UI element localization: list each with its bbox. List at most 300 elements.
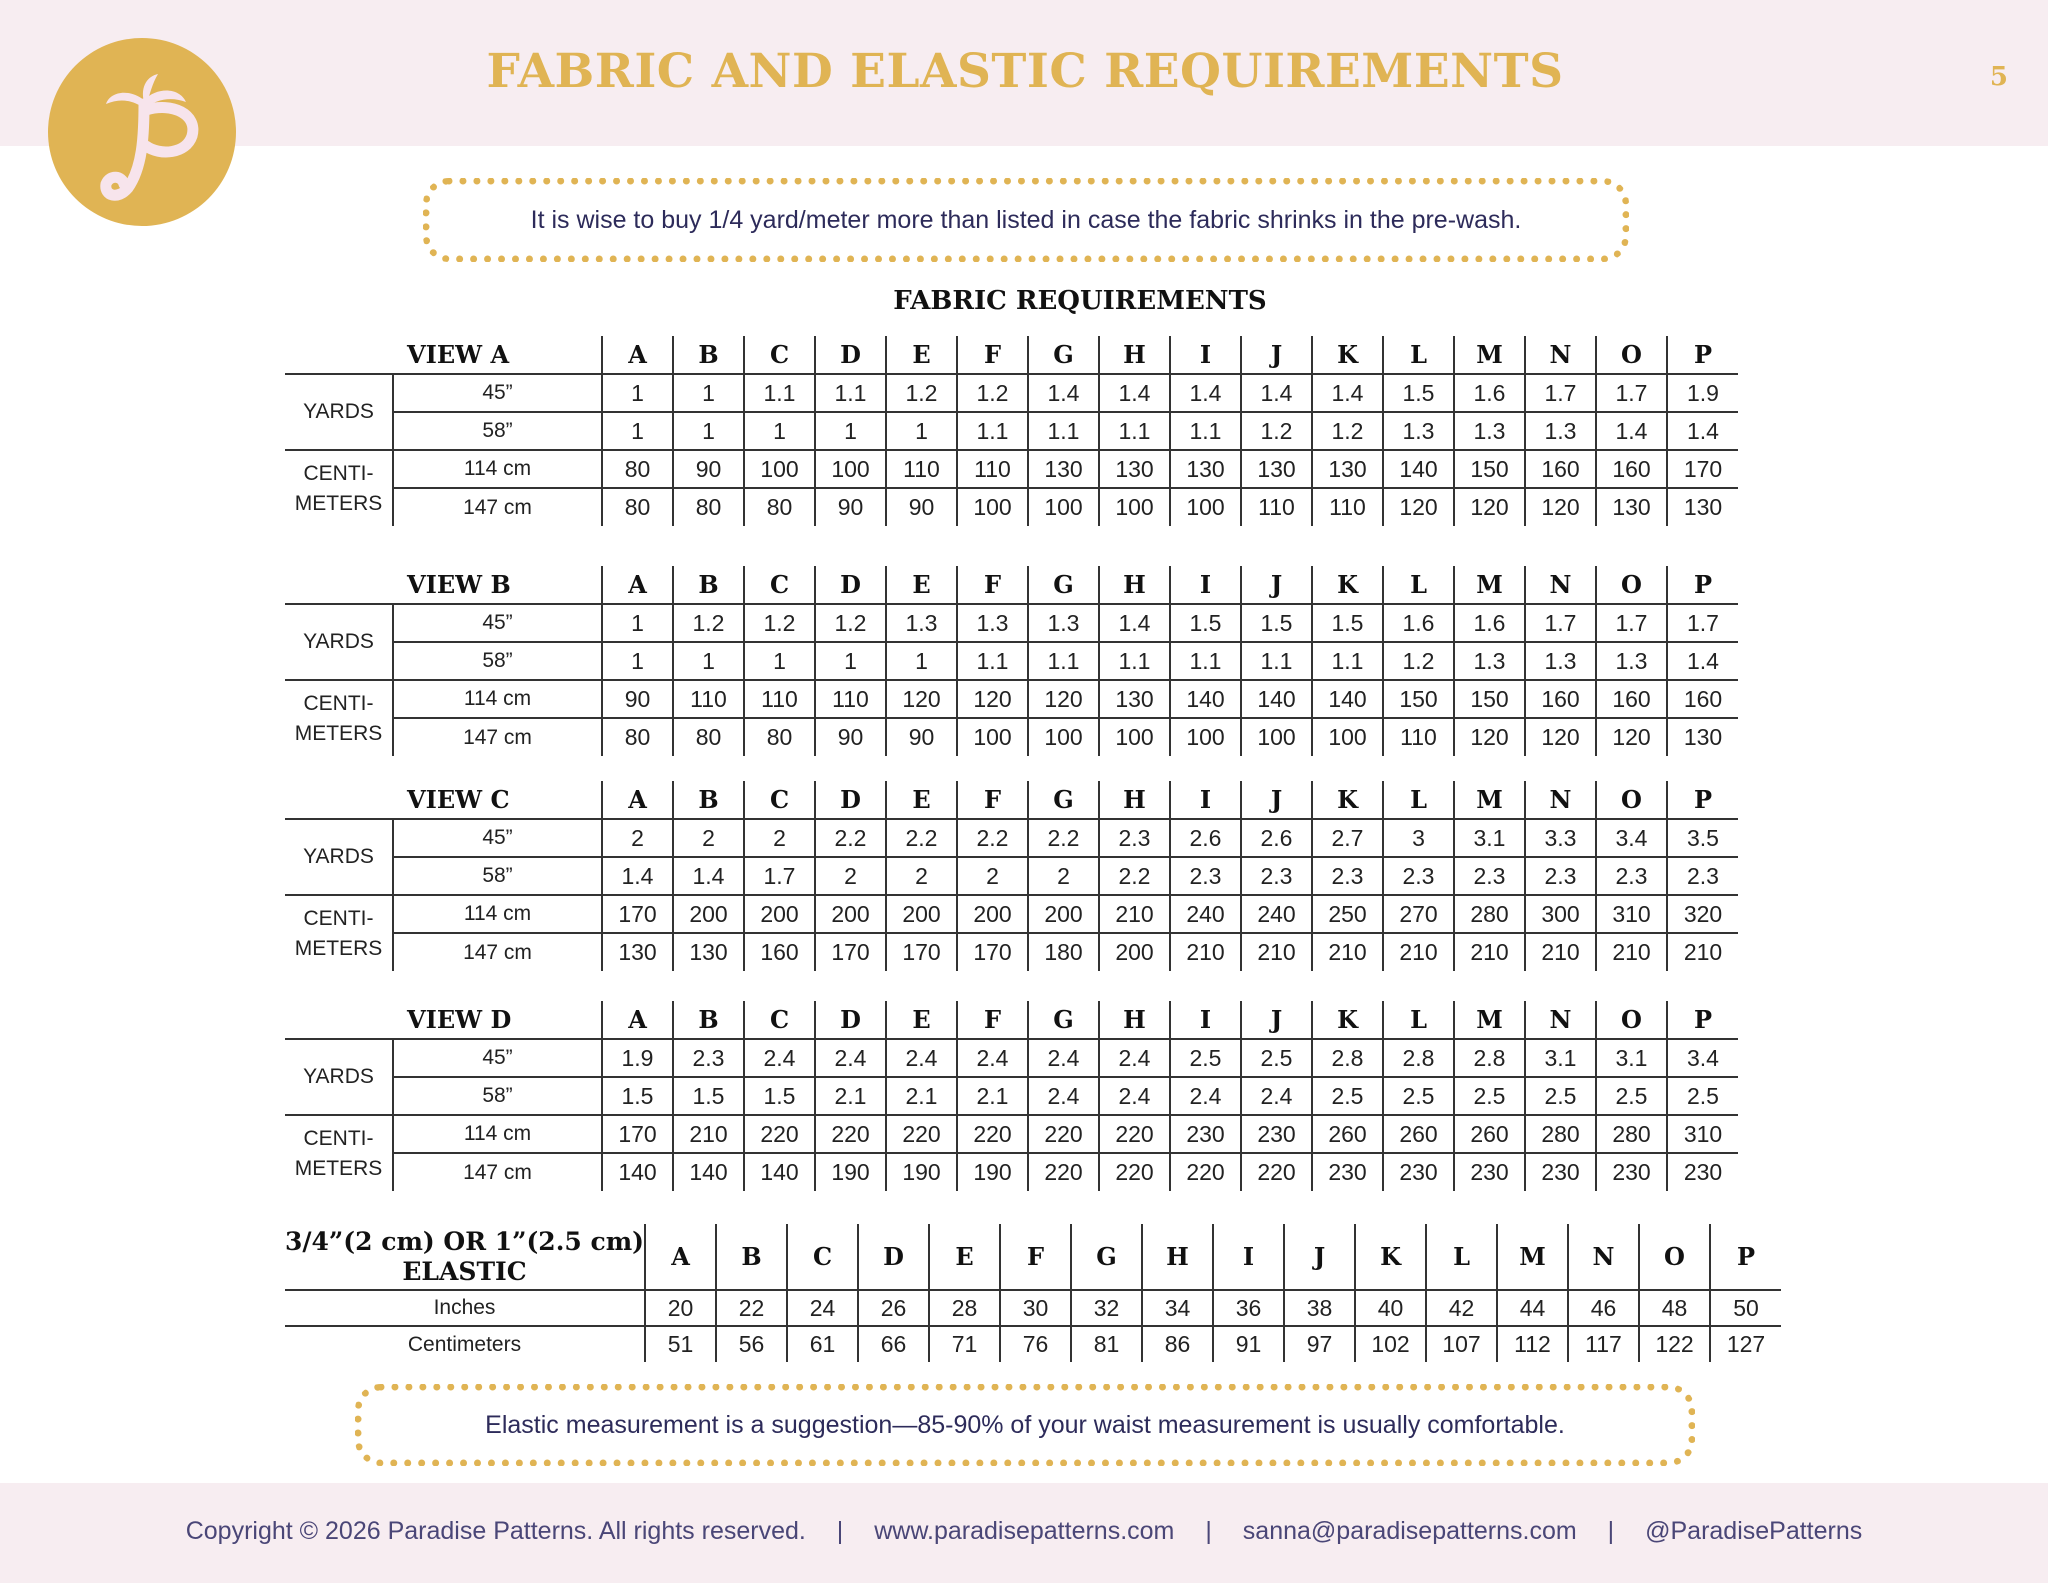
size-header: N (1525, 336, 1596, 374)
size-header: P (1667, 781, 1738, 819)
fabric-value-cell: 100 (957, 488, 1028, 526)
fabric-value-cell: 1.6 (1383, 604, 1454, 642)
size-header: H (1099, 566, 1170, 604)
size-header: M (1454, 1001, 1525, 1039)
elastic-value-cell: 112 (1497, 1326, 1568, 1362)
size-header: B (673, 781, 744, 819)
size-header: O (1596, 566, 1667, 604)
fabric-value-cell: 280 (1596, 1115, 1667, 1153)
footer-website-link[interactable]: www.paradisepatterns.com (874, 1517, 1175, 1545)
fabric-value-cell: 100 (1099, 488, 1170, 526)
fabric-value-cell: 200 (673, 895, 744, 933)
size-header: H (1099, 1001, 1170, 1039)
prewash-note-text: It is wise to buy 1/4 yard/meter more than listed in case the fabric shrinks in the pre-wash. (530, 205, 1522, 234)
fabric-value-cell: 2.3 (1099, 819, 1170, 857)
elastic-value-cell: 97 (1284, 1326, 1355, 1362)
elastic-value-cell: 44 (1497, 1290, 1568, 1326)
fabric-value-cell: 2.3 (1383, 857, 1454, 895)
size-header: D (858, 1224, 929, 1290)
fabric-value-cell: 130 (1596, 488, 1667, 526)
fabric-width-label: 114 cm (393, 895, 602, 933)
fabric-value-cell: 2.2 (815, 819, 886, 857)
view-label: VIEW B (285, 566, 602, 604)
fabric-value-cell: 2.5 (1596, 1077, 1667, 1115)
fabric-value-cell: 280 (1454, 895, 1525, 933)
fabric-value-cell: 1.2 (1241, 412, 1312, 450)
fabric-value-cell: 220 (1028, 1115, 1099, 1153)
group-label-centimeters (285, 895, 393, 971)
size-header: E (886, 336, 957, 374)
size-header: C (744, 781, 815, 819)
fabric-value-cell: 2 (744, 819, 815, 857)
fabric-value-cell: 1.4 (1596, 412, 1667, 450)
fabric-value-cell: 310 (1667, 1115, 1738, 1153)
size-header: O (1596, 336, 1667, 374)
fabric-value-cell: 1.2 (957, 374, 1028, 412)
fabric-value-cell: 120 (1454, 718, 1525, 756)
size-header: J (1241, 566, 1312, 604)
size-header: L (1383, 1001, 1454, 1039)
group-label-yards: YARDS (285, 604, 393, 680)
fabric-value-cell: 120 (1028, 680, 1099, 718)
fabric-width-label: 147 cm (393, 933, 602, 971)
fabric-value-cell: 230 (1170, 1115, 1241, 1153)
fabric-value-cell: 1.3 (886, 604, 957, 642)
palm-p-logo-icon (48, 38, 236, 226)
fabric-value-cell: 230 (1667, 1153, 1738, 1191)
fabric-value-cell: 1.6 (1454, 374, 1525, 412)
fabric-value-cell: 2.2 (1028, 819, 1099, 857)
fabric-value-cell: 90 (886, 488, 957, 526)
fabric-value-cell: 1.3 (1454, 412, 1525, 450)
fabric-value-cell: 1.5 (744, 1077, 815, 1115)
fabric-value-cell: 1.4 (1667, 642, 1738, 680)
fabric-value-cell: 80 (744, 718, 815, 756)
fabric-value-cell: 1.2 (886, 374, 957, 412)
elastic-header-row (285, 1224, 1781, 1290)
size-header: F (957, 781, 1028, 819)
fabric-value-cell: 1.1 (1099, 412, 1170, 450)
fabric-value-cell: 1 (815, 642, 886, 680)
fabric-value-cell: 2.2 (957, 819, 1028, 857)
fabric-value-cell: 90 (815, 488, 886, 526)
view-label: VIEW A (285, 336, 602, 374)
size-header: A (602, 1001, 673, 1039)
fabric-value-cell: 2.3 (673, 1039, 744, 1077)
fabric-value-cell: 240 (1170, 895, 1241, 933)
fabric-value-cell: 270 (1383, 895, 1454, 933)
fabric-value-cell: 1.3 (1454, 642, 1525, 680)
fabric-value-cell: 230 (1596, 1153, 1667, 1191)
fabric-value-cell: 280 (1525, 1115, 1596, 1153)
fabric-value-cell: 1.4 (1667, 412, 1738, 450)
fabric-value-cell: 210 (1596, 933, 1667, 971)
size-header: B (716, 1224, 787, 1290)
size-header: N (1525, 566, 1596, 604)
fabric-value-cell: 2.4 (957, 1039, 1028, 1077)
prewash-note (423, 178, 1629, 262)
fabric-value-cell: 130 (1099, 680, 1170, 718)
fabric-value-cell: 1.7 (1525, 374, 1596, 412)
fabric-value-cell: 210 (1241, 933, 1312, 971)
size-header: K (1312, 336, 1383, 374)
fabric-value-cell: 120 (1525, 718, 1596, 756)
fabric-value-cell: 100 (1170, 488, 1241, 526)
elastic-value-cell: 38 (1284, 1290, 1355, 1326)
fabric-value-cell: 2.1 (957, 1077, 1028, 1115)
fabric-value-cell: 80 (602, 450, 673, 488)
fabric-value-cell: 150 (1454, 680, 1525, 718)
fabric-width-label: 58” (393, 642, 602, 680)
elastic-value-cell: 24 (787, 1290, 858, 1326)
size-header: L (1426, 1224, 1497, 1290)
size-header: F (1000, 1224, 1071, 1290)
fabric-value-cell: 140 (1170, 680, 1241, 718)
fabric-value-cell: 3.4 (1667, 1039, 1738, 1077)
fabric-width-label: 147 cm (393, 488, 602, 526)
fabric-value-cell: 220 (1241, 1153, 1312, 1191)
fabric-row-y58 (285, 857, 1738, 895)
fabric-value-cell: 1.2 (815, 604, 886, 642)
size-header: M (1454, 566, 1525, 604)
fabric-value-cell: 2.8 (1312, 1039, 1383, 1077)
view-label: VIEW D (285, 1001, 602, 1039)
fabric-value-cell: 100 (1099, 718, 1170, 756)
size-header: N (1525, 781, 1596, 819)
fabric-value-cell: 1.6 (1454, 604, 1525, 642)
fabric-value-cell: 1 (886, 642, 957, 680)
size-header: M (1497, 1224, 1568, 1290)
fabric-value-cell: 260 (1383, 1115, 1454, 1153)
view-c-table (285, 781, 1738, 971)
fabric-row-y45 (285, 604, 1738, 642)
fabric-value-cell: 1.3 (1525, 412, 1596, 450)
elastic-value-cell: 32 (1071, 1290, 1142, 1326)
fabric-value-cell: 220 (1099, 1115, 1170, 1153)
size-header: E (929, 1224, 1000, 1290)
fabric-value-cell: 1.2 (744, 604, 815, 642)
fabric-value-cell: 130 (1028, 450, 1099, 488)
size-header: A (602, 566, 673, 604)
size-header: F (957, 566, 1028, 604)
size-header: O (1639, 1224, 1710, 1290)
fabric-value-cell: 3.3 (1525, 819, 1596, 857)
fabric-value-cell: 1 (602, 412, 673, 450)
fabric-width-label: 114 cm (393, 1115, 602, 1153)
size-header: M (1454, 781, 1525, 819)
fabric-row-y58 (285, 642, 1738, 680)
fabric-value-cell: 160 (1667, 680, 1738, 718)
size-header: A (645, 1224, 716, 1290)
fabric-value-cell: 200 (1099, 933, 1170, 971)
fabric-value-cell: 2.4 (815, 1039, 886, 1077)
size-header: F (957, 1001, 1028, 1039)
fabric-value-cell: 120 (886, 680, 957, 718)
fabric-value-cell: 80 (602, 718, 673, 756)
elastic-value-cell: 102 (1355, 1326, 1426, 1362)
fabric-value-cell: 120 (1525, 488, 1596, 526)
fabric-value-cell: 150 (1454, 450, 1525, 488)
footer-email-link[interactable]: sanna@paradisepatterns.com (1242, 1517, 1577, 1545)
fabric-value-cell: 170 (886, 933, 957, 971)
elastic-value-cell: 40 (1355, 1290, 1426, 1326)
fabric-row-y45 (285, 819, 1738, 857)
footer-separator: | (1607, 1517, 1615, 1545)
fabric-value-cell: 190 (886, 1153, 957, 1191)
elastic-title-line1: 3/4”(2 cm) OR 1”(2.5 cm) (285, 1226, 644, 1256)
size-header: G (1028, 566, 1099, 604)
fabric-value-cell: 140 (673, 1153, 744, 1191)
footer-copyright: Copyright © 2026 Paradise Patterns. All rights reserved. (185, 1517, 806, 1545)
size-header-row (285, 781, 1738, 819)
elastic-table (285, 1224, 1781, 1362)
fabric-value-cell: 1.1 (815, 374, 886, 412)
size-header: L (1383, 336, 1454, 374)
fabric-value-cell: 110 (1383, 718, 1454, 756)
fabric-value-cell: 1.1 (1028, 642, 1099, 680)
fabric-value-cell: 200 (815, 895, 886, 933)
fabric-value-cell: 1.7 (1667, 604, 1738, 642)
size-header: E (886, 781, 957, 819)
elastic-value-cell: 26 (858, 1290, 929, 1326)
fabric-row-c114 (285, 450, 1738, 488)
fabric-value-cell: 2.5 (1525, 1077, 1596, 1115)
fabric-value-cell: 210 (1383, 933, 1454, 971)
fabric-value-cell: 90 (815, 718, 886, 756)
fabric-value-cell: 1.4 (1241, 374, 1312, 412)
group-label-yards: YARDS (285, 374, 393, 450)
fabric-value-cell: 140 (1312, 680, 1383, 718)
view-b-table (285, 566, 1738, 756)
size-header: I (1170, 781, 1241, 819)
elastic-title (285, 1224, 645, 1290)
elastic-value-cell: 20 (645, 1290, 716, 1326)
fabric-row-y58 (285, 412, 1738, 450)
fabric-value-cell: 1.5 (1170, 604, 1241, 642)
fabric-value-cell: 310 (1596, 895, 1667, 933)
fabric-value-cell: 1.3 (1028, 604, 1099, 642)
fabric-value-cell: 2.4 (1099, 1077, 1170, 1115)
size-header: C (744, 566, 815, 604)
fabric-value-cell: 130 (1667, 718, 1738, 756)
fabric-value-cell: 1.9 (602, 1039, 673, 1077)
fabric-value-cell: 1.5 (1241, 604, 1312, 642)
elastic-row-inches (285, 1290, 1781, 1326)
fabric-value-cell: 170 (1667, 450, 1738, 488)
fabric-value-cell: 2.1 (815, 1077, 886, 1115)
fabric-value-cell: 1 (815, 412, 886, 450)
fabric-value-cell: 100 (1241, 718, 1312, 756)
fabric-value-cell: 200 (957, 895, 1028, 933)
fabric-width-label: 45” (393, 374, 602, 412)
size-header: C (787, 1224, 858, 1290)
view-d-table (285, 1001, 1738, 1191)
fabric-value-cell: 120 (1454, 488, 1525, 526)
fabric-value-cell: 240 (1241, 895, 1312, 933)
fabric-value-cell: 2 (602, 819, 673, 857)
fabric-value-cell: 220 (957, 1115, 1028, 1153)
fabric-value-cell: 1.3 (1596, 642, 1667, 680)
fabric-value-cell: 3.1 (1596, 1039, 1667, 1077)
fabric-value-cell: 320 (1667, 895, 1738, 933)
fabric-value-cell: 180 (1028, 933, 1099, 971)
fabric-row-c147 (285, 933, 1738, 971)
elastic-value-cell: 46 (1568, 1290, 1639, 1326)
fabric-value-cell: 2.8 (1454, 1039, 1525, 1077)
fabric-width-label: 114 cm (393, 680, 602, 718)
fabric-value-cell: 130 (1667, 488, 1738, 526)
fabric-value-cell: 1.1 (744, 374, 815, 412)
size-header: N (1525, 1001, 1596, 1039)
fabric-value-cell: 110 (815, 680, 886, 718)
fabric-value-cell: 1.3 (1525, 642, 1596, 680)
fabric-value-cell: 80 (673, 488, 744, 526)
fabric-value-cell: 260 (1312, 1115, 1383, 1153)
elastic-value-cell: 76 (1000, 1326, 1071, 1362)
elastic-unit-label: Centimeters (285, 1326, 645, 1362)
fabric-value-cell: 230 (1525, 1153, 1596, 1191)
fabric-value-cell: 130 (1170, 450, 1241, 488)
fabric-value-cell: 120 (1596, 718, 1667, 756)
group-label-line1: CENTI- (303, 461, 374, 485)
fabric-value-cell: 220 (1028, 1153, 1099, 1191)
fabric-value-cell: 3.1 (1454, 819, 1525, 857)
size-header: J (1241, 1001, 1312, 1039)
group-label-line1: CENTI- (303, 691, 374, 715)
fabric-value-cell: 110 (886, 450, 957, 488)
fabric-value-cell: 100 (957, 718, 1028, 756)
fabric-value-cell: 140 (1383, 450, 1454, 488)
fabric-value-cell: 1 (673, 412, 744, 450)
fabric-value-cell: 2.7 (1312, 819, 1383, 857)
size-header: J (1284, 1224, 1355, 1290)
fabric-value-cell: 2.4 (1028, 1039, 1099, 1077)
fabric-value-cell: 2.6 (1241, 819, 1312, 857)
elastic-value-cell: 86 (1142, 1326, 1213, 1362)
size-header: B (673, 336, 744, 374)
footer (0, 1517, 2048, 1546)
page-title: FABRIC AND ELASTIC REQUIREMENTS (486, 44, 1564, 99)
fabric-width-label: 45” (393, 604, 602, 642)
fabric-value-cell: 220 (815, 1115, 886, 1153)
fabric-value-cell: 2.3 (1454, 857, 1525, 895)
fabric-value-cell: 160 (744, 933, 815, 971)
size-header: D (815, 566, 886, 604)
fabric-value-cell: 3.5 (1667, 819, 1738, 857)
fabric-value-cell: 2.4 (1028, 1077, 1099, 1115)
size-header: I (1170, 336, 1241, 374)
fabric-value-cell: 170 (602, 895, 673, 933)
fabric-row-c147 (285, 1153, 1738, 1191)
fabric-value-cell: 230 (1312, 1153, 1383, 1191)
fabric-value-cell: 210 (673, 1115, 744, 1153)
elastic-note (355, 1384, 1695, 1466)
elastic-value-cell: 50 (1710, 1290, 1781, 1326)
fabric-value-cell: 2.5 (1241, 1039, 1312, 1077)
fabric-value-cell: 1.4 (673, 857, 744, 895)
fabric-value-cell: 2.5 (1383, 1077, 1454, 1115)
fabric-value-cell: 160 (1525, 450, 1596, 488)
fabric-value-cell: 210 (1454, 933, 1525, 971)
size-header: I (1170, 566, 1241, 604)
group-label-yards: YARDS (285, 819, 393, 895)
fabric-row-c114 (285, 1115, 1738, 1153)
fabric-value-cell: 2 (957, 857, 1028, 895)
size-header: N (1568, 1224, 1639, 1290)
fabric-value-cell: 120 (1383, 488, 1454, 526)
footer-social-link[interactable]: @ParadisePatterns (1645, 1517, 1863, 1545)
fabric-value-cell: 200 (886, 895, 957, 933)
size-header: H (1099, 781, 1170, 819)
fabric-value-cell: 1.5 (1312, 604, 1383, 642)
fabric-value-cell: 170 (815, 933, 886, 971)
fabric-width-label: 58” (393, 857, 602, 895)
fabric-row-c147 (285, 488, 1738, 526)
size-header: O (1596, 781, 1667, 819)
fabric-value-cell: 110 (1241, 488, 1312, 526)
elastic-value-cell: 107 (1426, 1326, 1497, 1362)
fabric-value-cell: 100 (1170, 718, 1241, 756)
view-a-table (285, 336, 1738, 526)
fabric-value-cell: 1.5 (1383, 374, 1454, 412)
fabric-value-cell: 130 (1241, 450, 1312, 488)
fabric-value-cell: 3.4 (1596, 819, 1667, 857)
footer-separator: | (836, 1517, 844, 1545)
fabric-value-cell: 2.3 (1312, 857, 1383, 895)
elastic-value-cell: 56 (716, 1326, 787, 1362)
size-header: A (602, 336, 673, 374)
fabric-value-cell: 1 (886, 412, 957, 450)
fabric-value-cell: 1 (602, 374, 673, 412)
fabric-value-cell: 2.3 (1667, 857, 1738, 895)
elastic-value-cell: 51 (645, 1326, 716, 1362)
fabric-value-cell: 120 (957, 680, 1028, 718)
size-header: E (886, 1001, 957, 1039)
fabric-value-cell: 1.7 (1596, 374, 1667, 412)
fabric-value-cell: 100 (744, 450, 815, 488)
size-header-row (285, 1001, 1738, 1039)
fabric-value-cell: 200 (1028, 895, 1099, 933)
fabric-value-cell: 2.4 (1241, 1077, 1312, 1115)
group-label-centimeters (285, 450, 393, 526)
fabric-value-cell: 110 (673, 680, 744, 718)
elastic-note-text: Elastic measurement is a suggestion—85-90% of your waist measurement is usually comfortable. (485, 1410, 1565, 1439)
fabric-value-cell: 1.1 (1028, 412, 1099, 450)
fabric-value-cell: 230 (1454, 1153, 1525, 1191)
fabric-value-cell: 100 (1028, 488, 1099, 526)
fabric-value-cell: 90 (602, 680, 673, 718)
fabric-value-cell: 1.1 (957, 412, 1028, 450)
fabric-value-cell: 2 (886, 857, 957, 895)
size-header: K (1355, 1224, 1426, 1290)
fabric-value-cell: 2.3 (1596, 857, 1667, 895)
fabric-value-cell: 1.1 (1170, 642, 1241, 680)
elastic-value-cell: 91 (1213, 1326, 1284, 1362)
fabric-value-cell: 2.2 (886, 819, 957, 857)
fabric-value-cell: 3.1 (1525, 1039, 1596, 1077)
elastic-value-cell: 28 (929, 1290, 1000, 1326)
fabric-value-cell: 110 (1312, 488, 1383, 526)
size-header: D (815, 336, 886, 374)
group-label-line2: METERS (294, 721, 383, 745)
footer-separator: | (1205, 1517, 1212, 1545)
elastic-value-cell: 22 (716, 1290, 787, 1326)
elastic-title-line2: ELASTIC (402, 1256, 527, 1286)
fabric-value-cell: 1.1 (1170, 412, 1241, 450)
elastic-value-cell: 81 (1071, 1326, 1142, 1362)
fabric-value-cell: 110 (744, 680, 815, 718)
elastic-unit-label: Inches (285, 1290, 645, 1326)
